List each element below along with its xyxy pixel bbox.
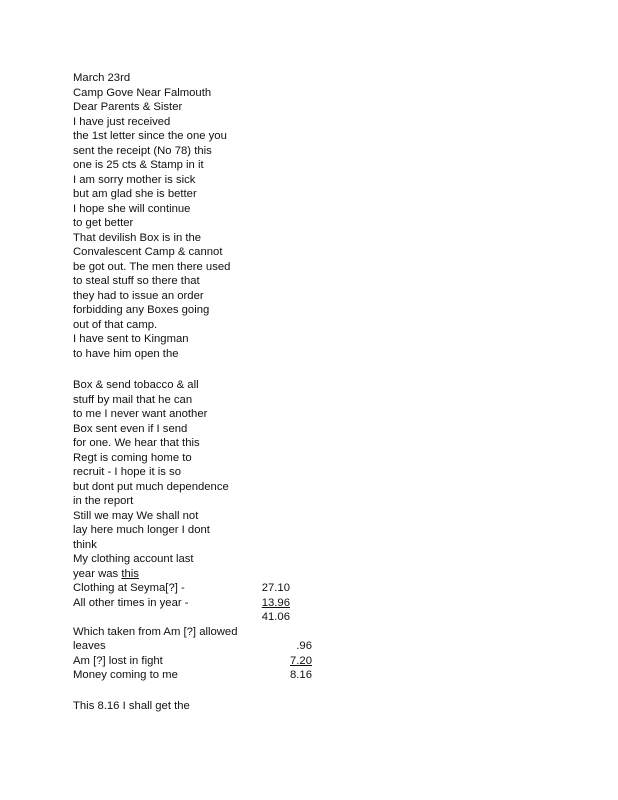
- letter-line: I hope she will continue: [73, 203, 191, 215]
- closing-line: This 8.16 I shall get the: [73, 700, 190, 712]
- account-leaves-value: .96: [296, 640, 312, 652]
- letter-line: That devilish Box is in the: [73, 232, 202, 244]
- letter-line: I have sent to Kingman: [73, 333, 189, 345]
- letter-line: one is 25 cts & Stamp in it: [73, 159, 204, 171]
- letter-line: stuff by mail that he can: [73, 394, 193, 406]
- letter-line: I am sorry mother is sick: [73, 174, 196, 186]
- letter-line: to me I never want another: [73, 408, 208, 420]
- letter-line: to get better: [73, 217, 134, 229]
- letter-line: but dont put much dependence: [73, 481, 229, 493]
- letter-line: Camp Gove Near Falmouth: [73, 87, 212, 99]
- letter-line: My clothing account last: [73, 553, 194, 565]
- account-money-label: Money coming to me: [73, 669, 178, 681]
- letter-line: out of that camp.: [73, 319, 158, 331]
- account-leaves-label: leaves: [73, 640, 106, 652]
- letter-line: to steal stuff so there that: [73, 275, 200, 287]
- year-line: [73, 567, 139, 581]
- letter-line: they had to issue an order: [73, 290, 204, 302]
- account-clothing-label: Clothing at Seyma[?] -: [73, 582, 185, 594]
- year-line-prefix: year was: [73, 568, 122, 580]
- account-other-label: All other times in year -: [73, 597, 189, 609]
- letter-line: Box & send tobacco & all: [73, 379, 199, 391]
- letter-line: Box sent even if I send: [73, 423, 188, 435]
- account-total-value: 41.06: [261, 611, 290, 623]
- letter-line: Convalescent Camp & cannot: [73, 246, 223, 258]
- year-line-underlined: this: [121, 568, 139, 580]
- letter-line: but am glad she is better: [73, 188, 197, 200]
- letter-line: think: [73, 539, 97, 551]
- account-lost-value: 7.20: [290, 655, 312, 667]
- letter-line: recruit - I hope it is so: [73, 466, 181, 478]
- letter-line: Dear Parents & Sister: [73, 101, 183, 113]
- account-money-value: 8.16: [290, 669, 312, 681]
- letter-line: lay here much longer I dont: [73, 524, 210, 536]
- letter-line: Regt is coming home to: [73, 452, 192, 464]
- account-taken-label: Which taken from Am [?] allowed: [73, 626, 238, 638]
- letter-line: forbidding any Boxes going: [73, 304, 210, 316]
- letter-line: to have him open the: [73, 348, 179, 360]
- letter-line: I have just received: [73, 116, 171, 128]
- letter-line: March 23rd: [73, 72, 131, 84]
- letter-line: Still we may We shall not: [73, 510, 199, 522]
- account-other-value: 13.96: [261, 597, 290, 609]
- letter-line: sent the receipt (No 78) this: [73, 145, 212, 157]
- letter-line: for one. We hear that this: [73, 437, 200, 449]
- account-lost-label: Am [?] lost in fight: [73, 655, 163, 667]
- letter-line: be got out. The men there used: [73, 261, 231, 273]
- letter-line: the 1st letter since the one you: [73, 130, 227, 142]
- account-clothing-value: 27.10: [261, 582, 290, 594]
- letter-line: in the report: [73, 495, 134, 507]
